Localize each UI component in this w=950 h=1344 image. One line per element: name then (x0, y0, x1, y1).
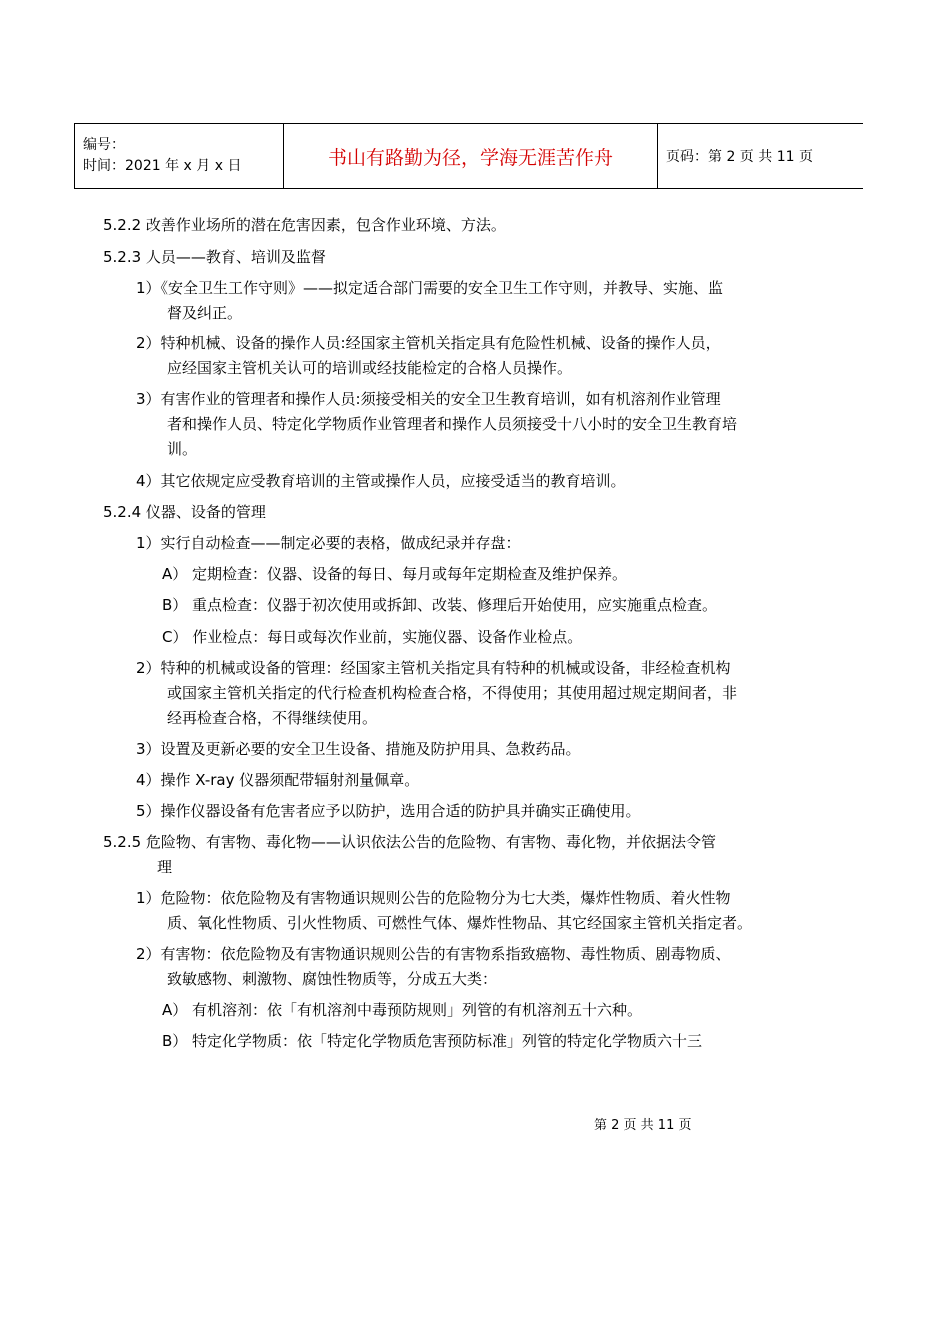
item-1-hazardous-line1: 1）危险物：依危险物及有害物通识规则公告的危险物分为七大类，爆炸性物质、着火性物 (136, 889, 731, 907)
item-1-hazardous-line2: 质、氧化性物质、引火性物质、可燃性气体、爆炸性物品、其它经国家主管机关指定者。 (167, 914, 753, 932)
section-5-2-4-heading: 5.2.4 仪器、设备的管理 (103, 503, 266, 521)
document-header-table (74, 123, 863, 189)
item-3-line2: 者和操作人员、特定化学物质作业管理者和操作人员须接受十八小时的安全卫生教育培 (167, 415, 738, 433)
sub-item-b-specific-chemical: B） 特定化学物质：依「特定化学物质危害预防标准」列管的特定化学物质六十三 (162, 1032, 703, 1050)
document-number: 编号： (83, 137, 125, 153)
section-5-2-5-heading-line1: 5.2.5 危险物、有害物、毒化物——认识依法公告的危险物、有害物、毒化物，并依据法令管 (103, 833, 716, 851)
item-1-line2: 督及纠正。 (167, 304, 243, 322)
header-meta-cell (75, 124, 284, 189)
item-2-special-equipment-line2: 或国家主管机关指定的代行检查机构检查合格，不得使用；其使用超过规定期间者，非 (167, 684, 738, 702)
item-3-line3: 训。 (167, 440, 198, 458)
item-1-self-inspection: 1）实行自动检查——制定必要的表格，做成纪录并存盘： (136, 534, 521, 552)
item-2-line1: 2）特种机械、设备的操作人员:经国家主管机关指定具有危险性机械、设备的操作人员， (136, 334, 721, 352)
item-4: 4）其它依规定应受教育培训的主管或操作人员，应接受适当的教育培训。 (136, 472, 626, 490)
item-3-safety-equipment: 3）设置及更新必要的安全卫生设备、措施及防护用具、急救药品。 (136, 740, 581, 758)
item-1-line1: 1）《安全卫生工作守则》——拟定适合部门需要的安全卫生工作守则，并教导、实施、监 (136, 279, 724, 297)
document-time: 时间：2021 年 x 月 x 日 (83, 158, 242, 174)
header-motto: 书山有路勤为径，学海无涯苦作舟 (284, 124, 658, 189)
item-3-line1: 3）有害作业的管理者和操作人员:须接受相关的安全卫生教育培训，如有机溶剂作业管理 (136, 390, 721, 408)
item-2-harmful-line1: 2）有害物：依危险物及有害物通识规则公告的有害物系指致癌物、毒性物质、剧毒物质、 (136, 945, 731, 963)
sub-item-a-organic-solvent: A） 有机溶剂：依「有机溶剂中毒预防规则」列管的有机溶剂五十六种。 (162, 1001, 643, 1019)
sub-item-b-key-check: B） 重点检查：仪器于初次使用或拆卸、改装、修理后开始使用，应实施重点检查。 (162, 596, 718, 614)
section-5-2-2: 5.2.2 改善作业场所的潜在危害因素，包含作业环境、方法。 (103, 216, 506, 234)
item-2-harmful-line2: 致敏感物、刺激物、腐蚀性物质等，分成五大类： (167, 970, 498, 988)
item-2-line2: 应经国家主管机关认可的培训或经技能检定的合格人员操作。 (167, 359, 573, 377)
section-5-2-3-heading: 5.2.3 人员——教育、培训及监督 (103, 248, 326, 266)
header-page-number: 页码：第 2 页 共 11 页 (658, 124, 864, 189)
item-2-special-equipment-line3: 经再检查合格，不得继续使用。 (167, 709, 378, 727)
sub-item-a-periodic-check: A） 定期检查：仪器、设备的每日、每月或每年定期检查及维护保养。 (162, 565, 628, 583)
item-4-xray: 4）操作 X-ray 仪器须配带辐射剂量佩章。 (136, 771, 420, 789)
section-5-2-5-heading-line2: 理 (157, 858, 173, 876)
page-footer: 第 2 页 共 11 页 (594, 1118, 692, 1133)
item-2-special-equipment-line1: 2）特种的机械或设备的管理：经国家主管机关指定具有特种的机械或设备，非经检查机构 (136, 659, 731, 677)
item-5-protection: 5）操作仪器设备有危害者应予以防护，选用合适的防护具并确实正确使用。 (136, 802, 641, 820)
sub-item-c-operation-check: C） 作业检点：每日或每次作业前，实施仪器、设备作业检点。 (162, 628, 583, 646)
